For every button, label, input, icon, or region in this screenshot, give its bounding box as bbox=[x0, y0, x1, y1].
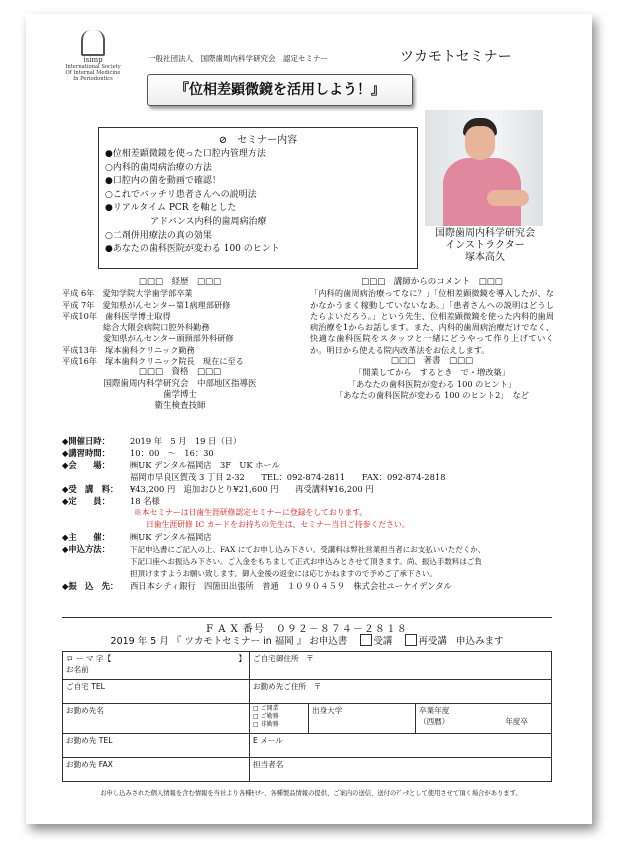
qualification-item: 歯学博士 bbox=[162, 389, 197, 400]
reattend-checkbox[interactable] bbox=[405, 634, 417, 646]
privacy-footer: お申し込みされた個人情報を含む情報を当社より各種ｾﾐﾅｰ、各種製品情報の提供、ご案内の送信、送付のﾃﾞｰﾀとして使用させて頂く場合があります。 bbox=[100, 790, 522, 797]
romaji-label: ロ ー マ 字【 bbox=[66, 654, 112, 663]
email-label: E メール bbox=[253, 736, 283, 745]
comment-text: 「内科的歯周病治療ってなに？」「位相差顕微鏡を導入したが、なかなかうまく稼動していないなあ。」「患者さんへの説明はどうしたらよいだろう。」という先生、位相差顕微鏡を使った内科的歯周病治療を1からお話します。また、内科的歯周病治療だけでなく、快適な歯科医院をスタッフと一緒にどうやって作り上げていくか。明日から使える院内改革法をお伝えします。 bbox=[310, 288, 554, 355]
list-item: ●口腔内の菌を動画で確認！ bbox=[105, 176, 221, 187]
reattend-label: 再受講 bbox=[418, 636, 447, 647]
hours-label: ◆講習時間： bbox=[62, 448, 110, 458]
home-address-field[interactable] bbox=[250, 652, 552, 680]
application-title: 2019 年 5 月 『 ツカモトセミナー in 福岡 』 お申込書 bbox=[110, 636, 348, 647]
contents-list bbox=[99, 148, 417, 257]
contents-heading-text: セミナー内容 bbox=[237, 135, 298, 146]
seminar-contents-box bbox=[98, 127, 418, 269]
work-address-label: お勤め先ご住所 〒 bbox=[253, 682, 322, 691]
logo-abbr: isimp bbox=[83, 56, 103, 64]
name-field[interactable] bbox=[63, 652, 250, 680]
employed-label: ご勤務 bbox=[260, 713, 279, 720]
list-item: ○内科的歯周病治療の方法 bbox=[105, 162, 212, 173]
career-row: 平成 6年 愛知学院大学歯学部卒業 bbox=[62, 288, 193, 299]
seminar-info bbox=[62, 435, 552, 592]
career-section bbox=[62, 277, 298, 413]
book-item: 「あなたの歯科医院が変わる 100 のヒント2」 など bbox=[335, 389, 529, 400]
practice-label: ご開業 bbox=[260, 705, 279, 712]
ic-card-note: 日歯生涯研修 IC カードをお持ちの先生は、セミナー当日ご持参ください。 bbox=[146, 520, 410, 529]
list-item: ○これでバッチリ患者さんへの説明法 bbox=[105, 189, 257, 200]
bank-label: ◆振 込 先： bbox=[62, 581, 119, 591]
apply-tail: 申込みます bbox=[455, 636, 504, 647]
eye-slash-icon: ⊘ bbox=[218, 135, 228, 146]
qualification-item: 衛生検査技師 bbox=[154, 401, 206, 412]
date-value: 2019 年 5 月 19 日（日） bbox=[130, 436, 242, 446]
instructor-photo bbox=[425, 110, 543, 226]
caption-line: インストラクター bbox=[445, 240, 525, 251]
not-employed-checkbox[interactable]: □ bbox=[253, 721, 259, 728]
list-item: ●あなたの歯科医院が変わる 100 のヒント bbox=[105, 244, 280, 255]
work-fax-field[interactable] bbox=[63, 758, 250, 782]
contact-person-label: 担当者名 bbox=[253, 760, 284, 769]
comment-heading: □□□ 講師からのコメント □□□ bbox=[361, 277, 503, 287]
employed-checkbox[interactable]: □ bbox=[253, 713, 259, 720]
list-item: ○二剤併用療法の真の効果 bbox=[105, 230, 212, 241]
logo-org-line: In Periodontics bbox=[73, 76, 113, 82]
workplace-field[interactable] bbox=[63, 704, 250, 734]
bank-value: 西日本シティ銀行 四箇田出張所 普通 １０９０４５９ 株式会社ユーケイデンタル bbox=[130, 581, 452, 591]
list-item: アドバンス内科的歯周病治療 bbox=[105, 216, 267, 227]
attend-label: 受講 bbox=[373, 636, 393, 647]
employment-type bbox=[250, 704, 309, 734]
isimp-logo bbox=[58, 30, 128, 82]
qualification-heading: □□□ 資格 □□□ bbox=[138, 367, 222, 378]
method-text: 下記口座へお振込み下さい。ご入金をもちまして正式お申込みとさせて頂きます。尚、振込手数料はご負 bbox=[130, 557, 482, 566]
capacity-value: 18 名様 bbox=[130, 496, 160, 506]
career-heading: □□□ 経歴 □□□ bbox=[138, 277, 222, 287]
era-label: （西暦） bbox=[419, 717, 450, 726]
instructor-caption bbox=[420, 228, 550, 264]
grad-year-label: 卒業年度 bbox=[419, 706, 450, 715]
not-employed-label: 非勤務 bbox=[260, 721, 279, 728]
seminar-title: 『位相差顕微鏡を活用しよう！』 bbox=[147, 74, 413, 106]
workplace-label: お勤め先名 bbox=[66, 706, 104, 715]
host-label: ◆主 催： bbox=[62, 532, 110, 542]
work-fax-label: お勤め先 FAX bbox=[66, 760, 113, 769]
career-row: 総合大隈会病院口腔外科勤務 bbox=[62, 322, 210, 333]
venue-label: ◆会 場： bbox=[62, 460, 110, 470]
career-row: 愛知県がんセンター頭頸部外科研修 bbox=[62, 333, 234, 344]
book-item: 「開業してから するとき で・増改築」 bbox=[354, 367, 510, 378]
host-value: ㈱UK デンタル福岡店 bbox=[130, 532, 212, 542]
venue-address: 福岡市早良区賀茂 3 丁目 2-32 TEL：092-874-2811 FAX：092-874-2818 bbox=[130, 472, 446, 482]
venue-value: ㈱UK デンタル福岡店 3F UK ホール bbox=[130, 460, 280, 470]
school-field[interactable] bbox=[309, 704, 416, 734]
grad-year-field[interactable] bbox=[416, 704, 552, 734]
application-form bbox=[62, 651, 552, 782]
school-label: 出身大学 bbox=[312, 706, 343, 715]
fee-label: ◆受 講 料： bbox=[62, 484, 119, 494]
organizer-text: 一般社団法人 国際歯周内科学研究会 認定セミナー bbox=[148, 54, 328, 63]
instructor-comment-section bbox=[310, 277, 554, 401]
fax-number: F A X 番号 ０９２－８７４－２８１８ bbox=[62, 617, 552, 635]
method-text: 下記申込書にご記入の上、FAX にてお申し込み下さい。受講料は弊社営業担当者にお支払いいただくか、 bbox=[130, 545, 486, 554]
home-tel-label: ご自宅 TEL bbox=[66, 682, 105, 691]
email-field[interactable] bbox=[250, 734, 552, 758]
career-row: 平成 7年 愛知県がんセンター第1病理部研修 bbox=[62, 299, 231, 310]
home-tel-field[interactable] bbox=[63, 680, 250, 704]
home-address-label: ご自宅御住所 〒 bbox=[253, 654, 314, 663]
microscope-icon bbox=[81, 30, 105, 56]
date-label: ◆開催日時： bbox=[62, 436, 110, 446]
work-tel-field[interactable] bbox=[63, 734, 250, 758]
name-label: お名前 bbox=[66, 665, 89, 674]
capacity-label: ◆定 員： bbox=[62, 496, 110, 506]
career-row: 平成16年 塚本歯科クリニック院長 現在に至る bbox=[62, 356, 244, 367]
book-item: 「あなたの歯科医院が変わる 100 のヒント」 bbox=[347, 378, 517, 389]
attend-checkbox[interactable] bbox=[360, 634, 372, 646]
books-heading: □□□ 著書 □□□ bbox=[390, 356, 474, 367]
qualification-item: 国際歯周内科学研究会 中部地区指導医 bbox=[103, 378, 257, 389]
work-address-field[interactable] bbox=[250, 680, 552, 704]
career-row: 平成13年 塚本歯科クリニック勤務 bbox=[62, 344, 195, 355]
logo-org-line: International Society bbox=[65, 64, 121, 70]
contents-heading bbox=[99, 131, 417, 146]
practice-checkbox[interactable]: □ bbox=[253, 705, 259, 712]
ic-card-note: ※本セミナーは日歯生涯研修認定セミナーに登録をしております。 bbox=[134, 508, 368, 517]
work-tel-label: お勤め先 TEL bbox=[66, 736, 113, 745]
list-item: ●位相差顕微鏡を使った口腔内管理方法 bbox=[105, 149, 266, 159]
method-text: 担頂けますようお願い致します。御入金後の返金には応じかねますので予めご了承下さい。 bbox=[130, 569, 437, 578]
application-line bbox=[62, 633, 552, 647]
romaji-bracket: 】 bbox=[238, 654, 246, 663]
series-title: ツカモトセミナー bbox=[400, 49, 512, 65]
method-label: ◆申込方法： bbox=[62, 544, 110, 554]
fee-value: ¥43,200 円 追加おひとり¥21,600 円 再受講料¥16,200 円 bbox=[130, 484, 374, 494]
list-item: ●リアルタイム PCR を軸とした bbox=[105, 203, 237, 214]
caption-line: 塚本高久 bbox=[465, 252, 505, 263]
logo-org-line: Of Internal Medicine bbox=[65, 70, 121, 76]
contact-person-field[interactable] bbox=[250, 758, 552, 782]
career-row: 平成10年 歯科医学博士取得 bbox=[62, 310, 171, 321]
logo-org bbox=[58, 64, 128, 82]
grad-suffix: 年度卒 bbox=[505, 717, 528, 726]
caption-line: 国際歯周内科学研究会 bbox=[435, 228, 535, 239]
hours-value: 10：00 ～ 16：30 bbox=[130, 448, 214, 458]
